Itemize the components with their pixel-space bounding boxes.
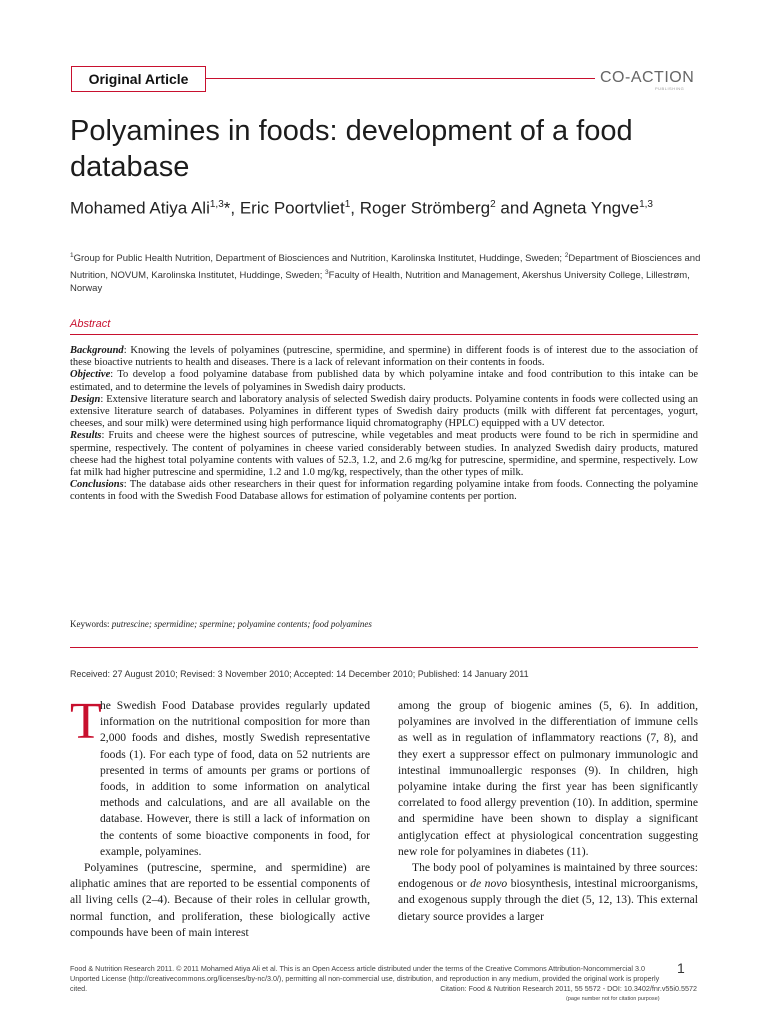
abstract-section-label: Design <box>70 393 101 405</box>
abstract-background <box>70 345 698 369</box>
abstract-results <box>70 430 698 479</box>
abstract-design <box>70 394 698 431</box>
body-paragraph: Polyamines (putrescine, spermine, and spermidine) are aliphatic amines that are reported to be essential components of all living cells (2–4). Because of their roles in cellular growth, normal function, and proliferation, these biologically active compounds have been of main interest <box>70 861 370 939</box>
abstract-section-text: : To develop a food polyamine database from published data by which polyamine intake and food contribution to this intake can be estimated, and to determine the levels of polyamines in Swedish dairy products. <box>70 369 698 393</box>
abstract-section-label: Results <box>70 430 102 442</box>
abstract-body <box>70 345 698 504</box>
drop-cap: T <box>70 693 102 750</box>
affiliation-marker: 2 <box>564 252 569 259</box>
affiliation-text: Department of Biosciences and Nutrition, NOVUM, Karolinska Institutet, Huddinge, Sweden; <box>70 253 701 281</box>
header-rule <box>206 78 595 79</box>
abstract-section-label: Objective <box>70 369 111 381</box>
author-affiliation-sup: 1,3 <box>209 199 224 210</box>
body-paragraph: he Swedish Food Database provides regularly updated information on the nutritional composition for more than 2,000 foods and dishes, mostly Swedish representative foods (1). For each type of food, data on 52 nutrients are presented in terms of amounts per grams or portions of foods, in addition to some information on analytical methods and calculations, and are all available on the database. However, there is still a lack of information on the contents of some bioactive components in food, for example, polyamines. <box>100 699 370 858</box>
article-type-label: Original Article <box>88 71 189 87</box>
author-name: Eric Poortvliet <box>239 198 345 218</box>
keywords-list: putrescine; spermidine; spermine; polyamine contents; food polyamines <box>111 619 372 629</box>
keywords-label: Keywords: <box>70 619 110 629</box>
article-title: Polyamines in foods: development of a food database <box>70 115 633 183</box>
abstract-heading: Abstract <box>70 318 111 330</box>
abstract-rule-bottom <box>70 647 698 648</box>
abstract-section-text: : Knowing the levels of polyamines (putrescine, spermidine, and spermine) in different foods is of interest due to the association of these bioactive nutrients to health and diseases. There is a lack of relevant information on their contents in foods. <box>70 345 698 369</box>
body-paragraph <box>398 860 698 925</box>
author-affiliation-sup: 1,3 <box>639 199 653 210</box>
affiliation-marker: 3 <box>325 268 329 276</box>
abstract-section-text: : Extensive literature search and laboratory analysis of selected Swedish dairy products. Polyamine contents in foods were collected using an extensive literature search of databases. Polyamines in different types of Swedish dairy products (milk with different fat percentages, yogurt, cheeses, and sour milk) were determined using high performance liquid chromatography (HPLC) equipped with a UV detector. <box>70 393 698 430</box>
abstract-section-text: : Fruits and cheese were the highest sources of putrescine, while vegetables and meat products were found to be rich in spermidine and spermine, respectively. The content of polyamines in cheese varied considerably between studies. In analyzed Swedish dairy products, matured cheese had the highest total polyamine contents with values of 52.3, 1.2, and 2.6 mg/kg for putrescine, spermidine, and spermine, respectively. Low fat milk had higher putrescine and spermidine, 1.2 and 1.0 mg/kg, respectively, than the other types of milk. <box>70 430 698 479</box>
affiliation-text: Faculty of Health, Nutrition and Management, Akershus University College, Lillestrøm, Norway <box>70 269 690 295</box>
abstract-rule-top <box>70 334 698 335</box>
publisher-logo: CO-ACTION <box>600 69 695 86</box>
abstract-section-label: Conclusions <box>70 479 124 491</box>
body-text: biosynthesis, intestinal microorganisms, and exogenous supply through the diet (5, 12, 13). This external dietary source provides a larger <box>398 877 698 923</box>
affiliation-marker: 1 <box>70 252 74 259</box>
author-name: Agneta Yngve <box>532 198 640 218</box>
abstract-section-label: Background <box>70 345 124 356</box>
affiliations <box>70 249 710 296</box>
author-separator: and <box>495 198 533 218</box>
author-affiliation-sup: 1 <box>344 199 351 210</box>
author-separator: , <box>230 198 240 218</box>
author-affiliation-sup: 2 <box>490 199 496 210</box>
abstract-section-text: : The database aids other researchers in their quest for information regarding polyamine intake from foods. Connecting the polyamine contents in food with the Swedish Food Database allows for estimation of polyamine contents per portion. <box>70 479 698 503</box>
affiliation-text: Group for Public Health Nutrition, Department of Biosciences and Nutrition, Karolinska Institutet, Huddinge, Sweden; <box>73 253 565 265</box>
author-name: Roger Strömberg <box>359 198 491 218</box>
license-footer: Food & Nutrition Research 2011. © 2011 Mohamed Atiya Ali et al. This is an Open Access article distributed under the terms of the Creative Commons Attribution-Noncommercial 3.0 Unported License (http://creativecommons.org/licenses/by-nc/3.0/), permitting all non-commercial use, distribution, and reproduction in any medium, provided the original work is properly cited. <box>70 964 660 993</box>
body-column-right <box>398 698 698 925</box>
author-list <box>70 192 710 221</box>
author-separator: , <box>350 198 360 218</box>
body-text: The body pool of polyamines is maintained by three sources: endogenous or <box>398 861 698 891</box>
body-paragraph: among the group of biogenic amines (5, 6). In addition, polyamines are involved in the differentiation of immune cells as well as in regulation of inflammatory reactions (7, 8), and they exert a suppressor effect on pulmonary immunologic and intestinal immunoallergic responses (9). In children, high polyamine intake during the first year has been significantly correlated to food allergy prevention (10). In addition, spermine and spermidine have been shown to display a significant antiglycation effect at physiological concentration suggesting new role for polyamines in diabetes (11). <box>398 699 698 858</box>
publication-dates: Received: 27 August 2010; Revised: 3 November 2010; Accepted: 14 December 2010; Published: 14 January 2011 <box>70 669 529 679</box>
page-number: 1 <box>677 960 685 976</box>
abstract-conclusions <box>70 479 698 503</box>
author-name: Mohamed Atiya Ali <box>70 198 210 218</box>
abstract-objective <box>70 369 698 393</box>
corresponding-mark: * <box>223 198 231 218</box>
keywords <box>70 619 698 629</box>
body-text-italic: de novo <box>470 877 508 891</box>
page-number-note: (page number not for citation purpose) <box>566 996 660 1002</box>
article-type-badge <box>71 66 206 92</box>
publisher-logo-sub: PUBLISHING <box>655 86 685 91</box>
citation-line: Citation: Food & Nutrition Research 2011, 55 5572 - DOI: 10.3402/fnr.v55i0.5572 <box>440 984 697 993</box>
body-column-left <box>70 693 370 941</box>
